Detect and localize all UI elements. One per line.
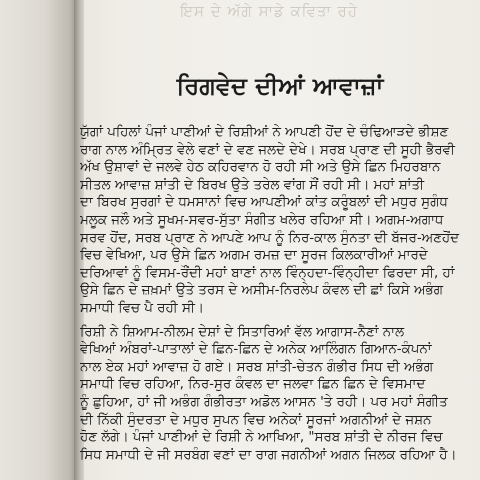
text-line: ਸੀਤਲ ਆਵਾਜ਼ ਸ਼ਾਂਤੀ ਦੇ ਬਿਰਖ ਉਤੇ ਤਰੇਲ ਵਾਂਗ ਸੌਂ ਰਹੀ ਸੀ। ਮਹਾਂ ਸ਼ਾਂਤੀ xyxy=(80,177,425,193)
text-line: ਅੱਖ ਉਸ਼ਾਵਾਂ ਦੇ ਜਲਵੇ ਹੇਠ ਕਹਿਰਵਾਨ ਹੋ ਰਹੀ ਸੀ ਅਤੇ ਉਸੇ ਛਿਨ ਮਿਹਰਬਾਨ xyxy=(80,160,441,176)
text-line: ਸਮਾਧੀ ਵਿਚ ਪੈ ਰਹੀ ਸੀ। xyxy=(80,300,204,316)
text-line: ਸਮਾਧੀ ਵਿਚ ਰਹਿਆ, ਨਿਰ-ਸੁਰ ਕੰਵਲ ਦਾ ਜਲਵਾ ਛਿਨ ਛਿਨ ਦੇ ਵਿਸਮਾਦ xyxy=(80,377,426,393)
paragraph-1 xyxy=(80,124,476,318)
text-line: ਮਲੂਕ ਜਲੌ ਅਤੇ ਸੂਖਮ-ਸਵਰ-ਸੁੱਤਾ ਸੰਗੀਤ ਖਲੇਰ ਰਹਿਆ ਸੀ। ਅਗਮ-ਅਗਾਧ xyxy=(80,212,444,228)
page-title: ਰਿਗਵੇਦ ਦੀਆਂ ਆਵਾਜ਼ਾਂ xyxy=(176,72,384,100)
paragraph-2 xyxy=(80,324,476,465)
text-line: ਵੇਖਿਆਂ ਅੰਬਰਾਂ-ਪਾਤਾਲਾਂ ਦੇ ਛਿਨ-ਛਿਨ ਦੇ ਅਨੇਕ ਆਲਿੰਗਨ ਗਿਆਨ-ਕੰਪਨਾਂ xyxy=(80,342,432,358)
text-line: ਨਾਲ ਏਕ ਮਹਾਂ ਆਵਾਜ਼ ਹੋ ਗਏ। ਸਰਬ ਸ਼ਾਂਤੀ-ਚੇਤਨ ਗੰਭੀਰ ਸਿਧ ਦੀ ਅਭੰਗ xyxy=(80,359,434,375)
show-through-text: ਇਸ ਦੇ ਅੱਗੇ ਸਾਡੇ ਕਵਿਤਾ ਰਹੇ xyxy=(180,2,359,20)
text-line: ਨੂੰ ਛੁਹਿਆ, ਹਾਂ ਜੀ ਅਭੰਗ ਗੰਭੀਰਤਾ ਅਡੋਲ ਆਸਨ 'ਤੇ ਰਹੀ। ਪਰ ਮਹਾਂ ਸੰਗੀਤ xyxy=(80,394,448,410)
text-line: ਸਰਵ ਹੋਂਦ, ਸਰਬ ਪ੍ਰਾਣ ਨੇ ਆਪਣੇ ਆਪ ਨੂੰ ਨਿਰ-ਕਾਲ ਸੁੰਨਤਾ ਦੀ ਬੱਜਰ-ਅਣਹੋਂਦ xyxy=(80,230,459,246)
text-line: ਦਾ ਬਿਰਖ ਸੁਰਗਾਂ ਦੇ ਧਮਸਾਨਾਂ ਵਿਚ ਆਪਣੀਆਂ ਕਾਂਤ ਕਰੂੰਬਲਾਂ ਦੀ ਮਧੁਰ ਸੁਗੰਧ xyxy=(80,195,448,211)
text-line: ਯੁੱਗਾਂ ਪਹਿਲਾਂ ਪੰਜਾਂ ਪਾਣੀਆਂ ਦੇ ਰਿਸ਼ੀਆਂ ਨੇ ਆਪਣੀ ਹੋਂਦ ਦੇ ਚੰਢਿਆੜਦੇ ਭੀਸ਼ਣ xyxy=(80,125,449,140)
text-line: ਉਸੇ ਛਿਨ ਦੇ ਜ਼ਖ਼ਮਾਂ ਉਤੇ ਤਰਸ ਦੇ ਅਸੀਮ-ਨਿਰਲੇਪ ਕੰਵਲ ਦੀ ਛਾਂ ਕਿਸੇ ਅਭੰਗ xyxy=(80,283,443,299)
text-line: ਹੋਣ ਲੱਗੇ। ਪੰਜਾਂ ਪਾਣੀਆਂ ਦੇ ਰਿਸ਼ੀ ਨੇ ਆਖਿਆ, "ਸਰਬ ਸ਼ਾਂਤੀ ਦੇ ਨੀਰਜ ਵਿਚ xyxy=(80,430,443,446)
text-line: ਰਿਸ਼ੀ ਨੇ ਸ਼ਿਆਮ-ਨੀਲਮ ਦੇਸ਼ਾਂ ਦੇ ਸਿਤਾਰਿਆਂ ਵੱਲ ਆਗਾਸ-ਨੈਣਾਂ ਨਾਲ xyxy=(80,324,405,340)
left-page xyxy=(0,0,76,480)
text-line: ਰਾਗ ਨਾਲ ਅੰਮ੍ਰਿਤ ਵੇਲੇ ਵਣਾਂ ਦੇ ਵਣ ਜਲਦੇ ਦੇਖੇ। ਸਰਬ ਪ੍ਰਾਣ ਦੀ ਸੂਹੀ ਭੈਰਵੀ xyxy=(80,142,455,158)
body-text xyxy=(80,124,476,464)
text-line: ਸਿਧ ਸਮਾਧੀ ਦੇ ਜੀ ਸਰਬੰਗ ਵਣਾਂ ਦਾ ਰਾਗ ਜਗਨੀਆਂ ਅਗਨ ਜਿਲਕ ਰਹਿਆ ਹੈ। xyxy=(80,447,457,463)
text-line: ਵਿਚ ਵੇਖਿਆ, ਪਰ ਉਸੇ ਛਿਨ ਅਗਮ ਰਮਜ਼ ਦਾ ਸੂਰਜ ਕਿਲਕਾਰੀਆਂ ਮਾਰਦੇ xyxy=(80,248,428,264)
text-line: ਦਰਿਆਵਾਂ ਨੂੰ ਵਿਸਮ-ਰੌਂਦੀ ਮਹਾਂ ਬਾਣਾਂ ਨਾਲ ਵਿੰਨ੍ਹਦਾ-ਵਿੰਨ੍ਹੀਦਾ ਫਿਰਦਾ ਸੀ, ਹਾਂ xyxy=(80,265,455,281)
text-line: ਦੀ ਨਿੱਕੀ ਸੁੰਦਰਤਾ ਦੇ ਮਧੁਰ ਸੁਪਨ ਵਿਚ ਅਨੇਕਾਂ ਸੂਰਜਾਂ ਅਗਨੀਆਂ ਦੇ ਜਸ਼ਨ xyxy=(80,412,432,428)
